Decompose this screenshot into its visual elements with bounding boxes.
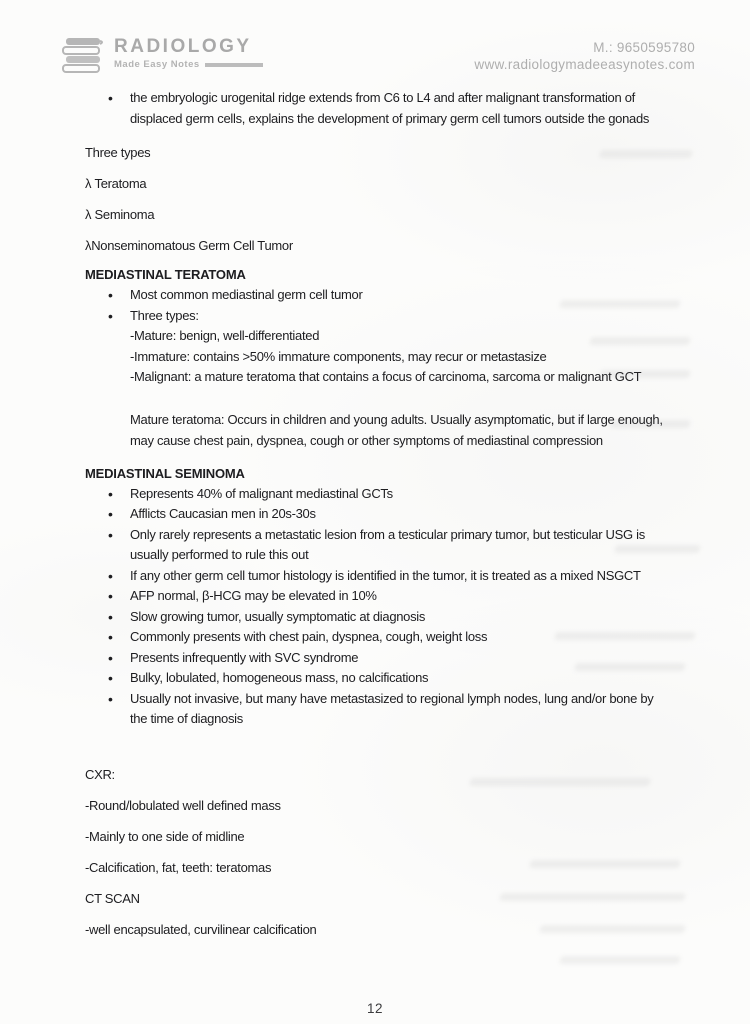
bullet-text: • Presents infrequently with SVC syndrome <box>130 649 359 665</box>
scan-artifact <box>574 663 685 671</box>
bullet-text: • Most common mediastinal germ cell tumor <box>130 287 363 302</box>
bullet-text: • Represents 40% of malignant mediastinal GCTs <box>130 485 393 501</box>
brand-tagline-label: Made Easy Notes <box>114 59 200 70</box>
bullet-item <box>85 607 690 628</box>
three-types-label: Three types <box>85 145 151 160</box>
subtype-line: -Mature: benign, well-differentiated <box>130 328 320 343</box>
bullet-text: • AFP normal, β-HCG may be elevated in 10% <box>130 588 377 603</box>
subtype-line: -Immature: contains >50% immature components, may recur or metastasize <box>130 348 547 364</box>
page-footer <box>0 1001 750 1016</box>
scan-artifact <box>529 860 680 868</box>
scan-artifact <box>614 545 700 553</box>
subtype-line: -Malignant: a mature teratoma that contains a focus of carcinoma, sarcoma or malignant GCT <box>130 369 642 384</box>
scan-artifact <box>539 925 685 933</box>
brand-logo <box>60 36 263 74</box>
scan-artifact <box>469 778 650 786</box>
scan-artifact <box>559 300 680 308</box>
bullet-item <box>85 689 690 730</box>
bullet-item <box>85 88 690 129</box>
cxr-finding: -Mainly to one side of midline <box>85 828 245 844</box>
letterhead <box>60 36 695 84</box>
bullet-text: • Three types: <box>130 307 199 323</box>
bullet-text: • the embryologic urogenital ridge extends from C6 to L4 and after malignant transformation of displaced germ cells, explains the development of primary germ cell tumors outside the gonads <box>130 90 650 126</box>
document-content <box>85 88 690 940</box>
cxr-heading: CXR: <box>85 766 115 782</box>
contact-block <box>474 39 695 73</box>
scan-artifact <box>499 893 685 901</box>
seminoma-bullet-list <box>85 484 690 730</box>
bullet-item <box>85 504 690 525</box>
scan-artifact <box>599 370 690 378</box>
bullet-text: • Usually not invasive, but many have metastasized to regional lymph nodes, lung and/or bone by the time of diagnosis <box>130 690 654 726</box>
type-item-seminoma: λ Seminoma <box>85 207 155 222</box>
cxr-finding: -Calcification, fat, teeth: teratomas <box>85 859 272 875</box>
contact-phone: M.: 9650595780 <box>593 40 695 55</box>
bullet-text: • If any other germ cell tumor histology is identified in the tumor, it is treated as a mixed NSGCT <box>130 567 641 583</box>
page-number: 12 <box>366 1001 384 1016</box>
cxr-finding: -Round/lobulated well defined mass <box>85 797 281 813</box>
section-heading-mediastinal-seminoma: MEDIASTINAL SEMINOMA <box>85 465 245 481</box>
bullet-item <box>85 484 690 505</box>
section-heading-mediastinal-teratoma: MEDIASTINAL TERATOMA <box>85 267 246 282</box>
book-stack-icon <box>60 36 106 74</box>
bullet-text: • Bulky, lobulated, homogeneous mass, no calcifications <box>130 670 429 685</box>
bullet-item <box>85 566 690 587</box>
type-item-teratoma: λ Teratoma <box>85 176 147 191</box>
bullet-text: • Commonly presents with chest pain, dyspnea, cough, weight loss <box>130 629 488 644</box>
bullet-text: • Slow growing tumor, usually symptomatic at diagnosis <box>130 608 426 624</box>
bullet-text: • Afflicts Caucasian men in 20s-30s <box>130 506 316 521</box>
mature-teratoma-note: Mature teratoma: Occurs in children and young adults. Usually asymptomatic, but if large enough, may cause chest pain, dyspnea, cough or other symptoms of mediastinal compression <box>130 411 663 448</box>
type-item-nonseminomatous: λNonseminomatous Germ Cell Tumor <box>85 238 293 253</box>
contact-website: www.radiologymadeeasynotes.com <box>474 57 695 72</box>
scan-artifact <box>589 337 690 345</box>
bullet-text: • Only rarely represents a metastatic lesion from a testicular primary tumor, but testicular USG is usually performed to rule this out <box>130 526 645 562</box>
scan-artifact <box>599 150 692 158</box>
tagline-rule <box>205 63 263 67</box>
bullet-item <box>85 586 690 607</box>
ct-heading: CT SCAN <box>85 890 140 906</box>
brand-tagline <box>114 59 263 70</box>
bullet-item <box>85 668 690 689</box>
intro-bullet-list <box>85 88 690 129</box>
scan-artifact <box>609 420 690 428</box>
brand-text <box>114 36 263 70</box>
scan-artifact <box>559 956 680 964</box>
scan-artifact <box>554 632 695 640</box>
ct-finding: -well encapsulated, curvilinear calcification <box>85 921 317 937</box>
bullet-item <box>85 525 690 566</box>
brand-name: RADIOLOGY <box>114 36 252 57</box>
